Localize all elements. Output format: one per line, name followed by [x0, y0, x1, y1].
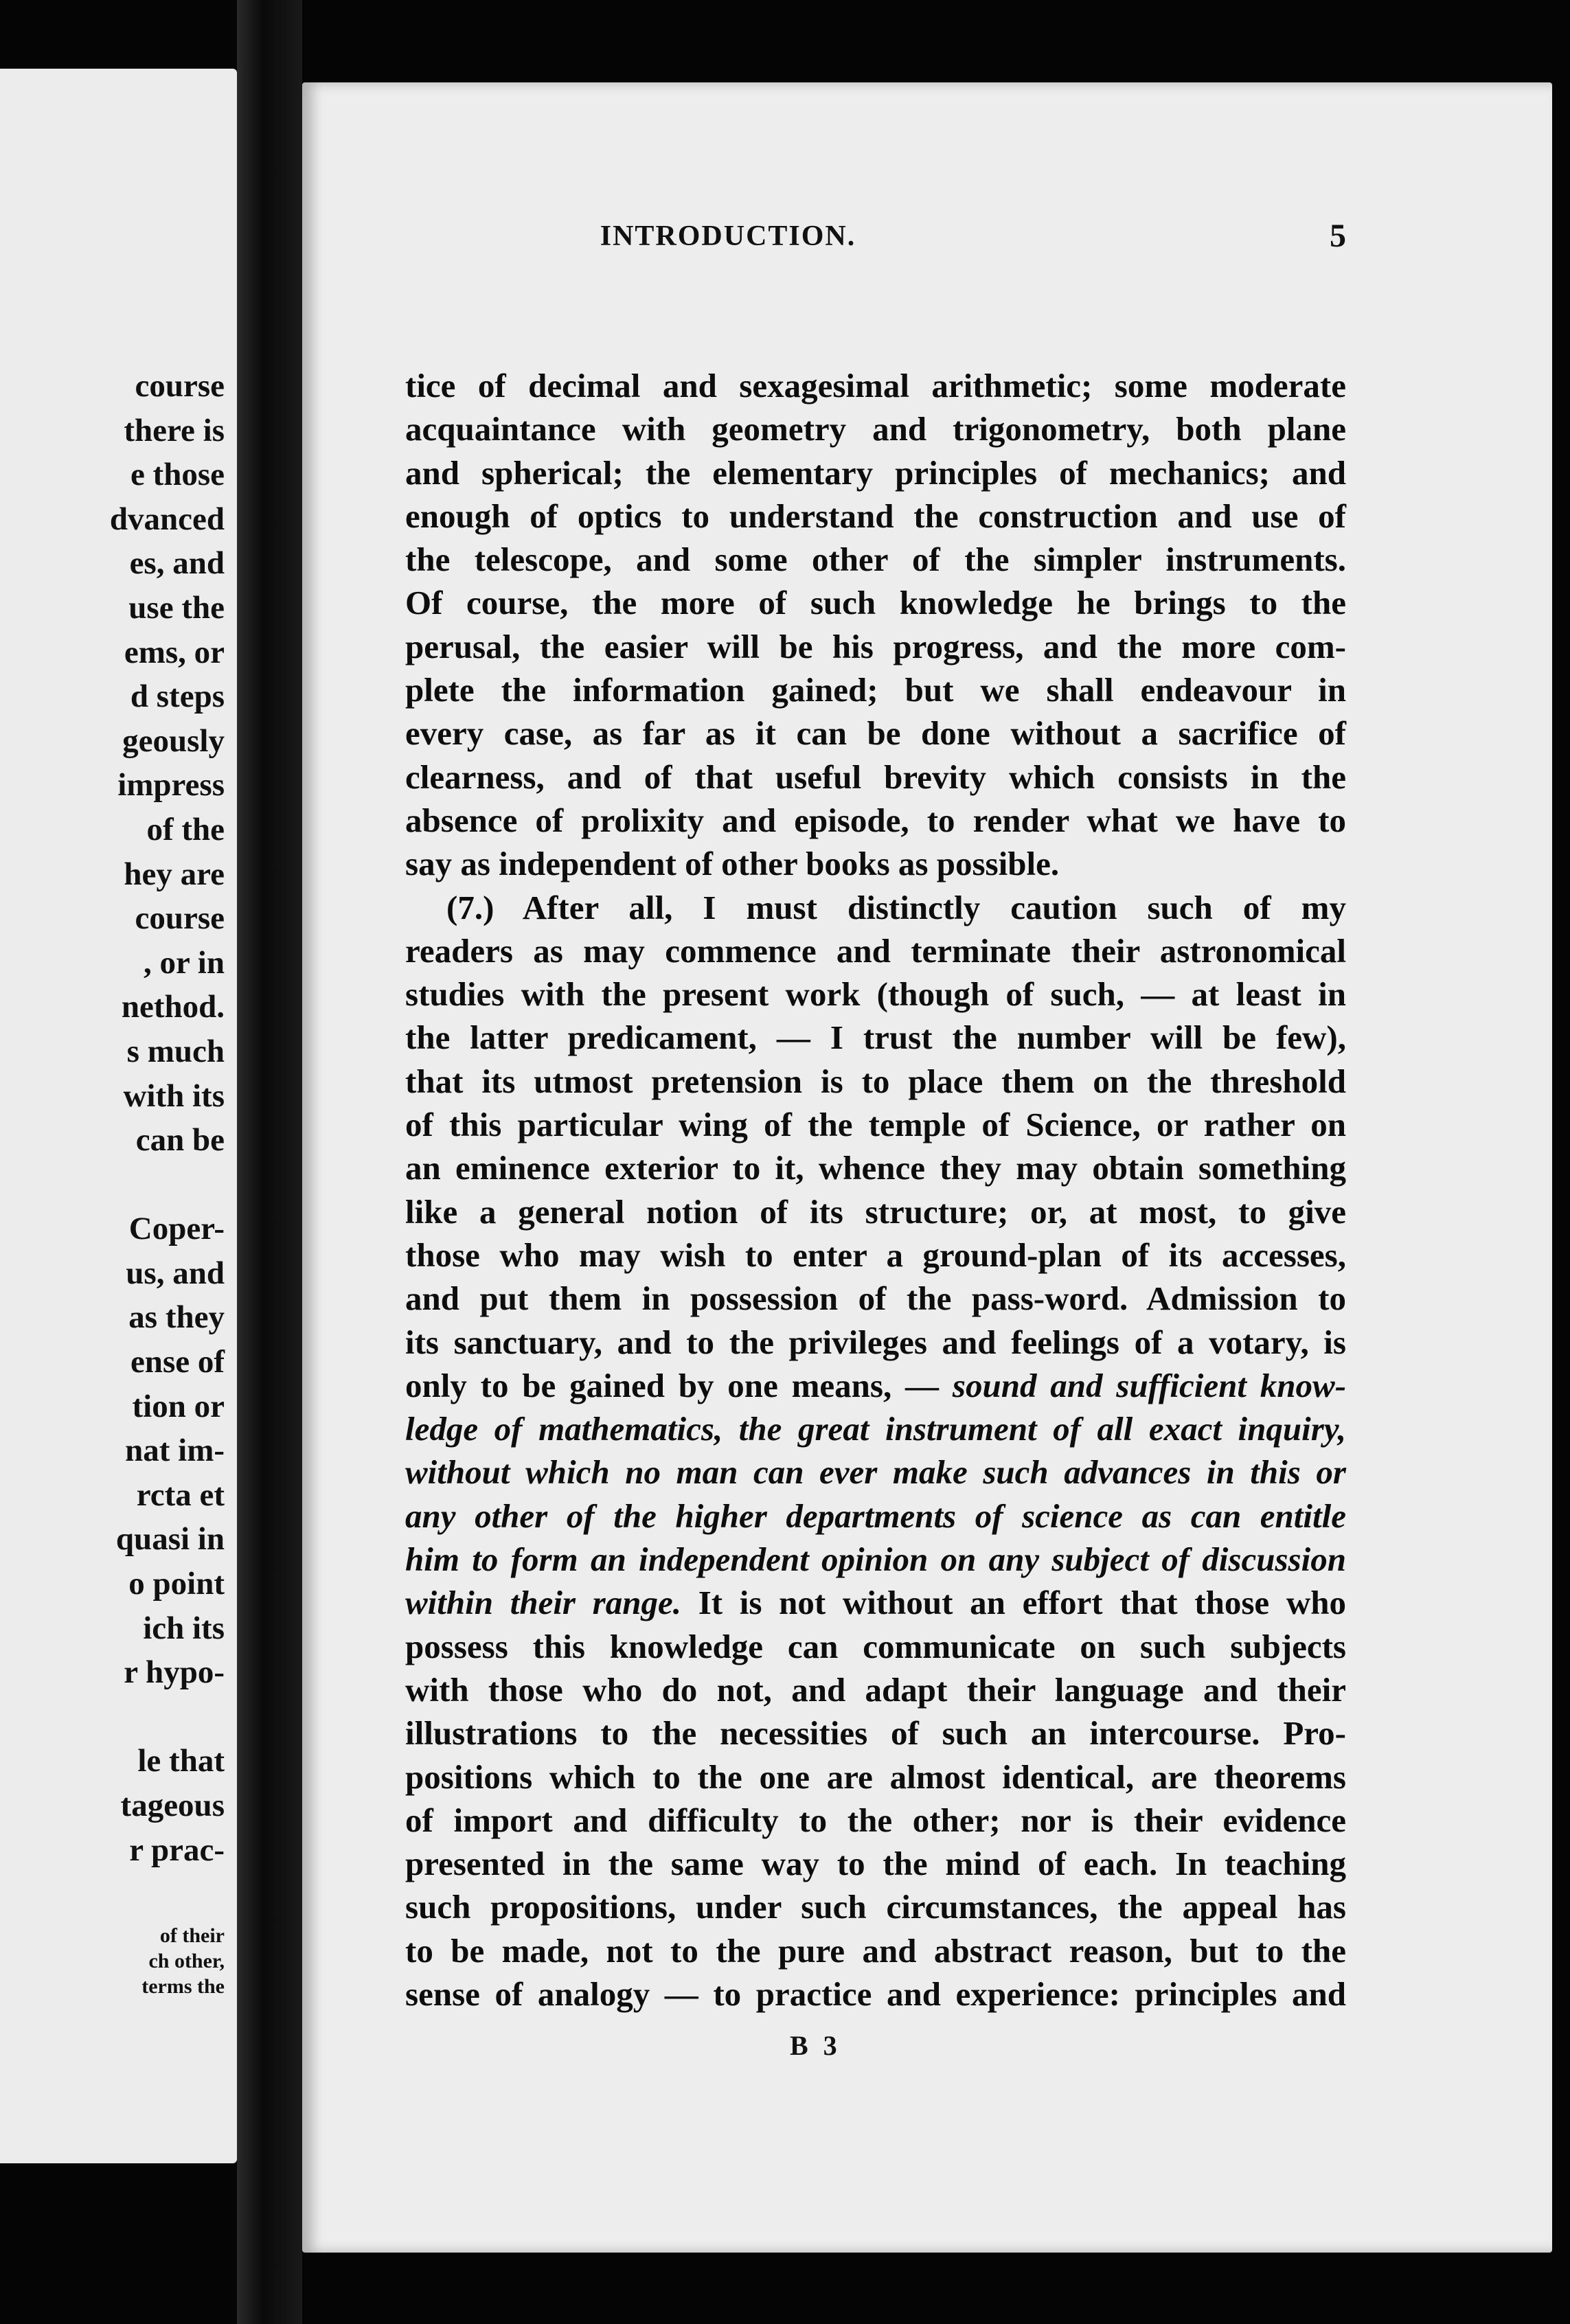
text-line: such propositions, under such circumstances, the appeal has [405, 1888, 1346, 1926]
left-line: quasi in [115, 1521, 225, 1558]
left-line: course [135, 368, 225, 404]
left-line: can be [135, 1122, 225, 1159]
left-line: , or in [144, 944, 225, 981]
italic-segment: within their range. [405, 1584, 681, 1622]
left-line: hey are [124, 856, 225, 892]
left-line: there is [124, 412, 225, 448]
text-line: with those who do not, and adapt their language and their [405, 1670, 1346, 1709]
left-line [0, 1163, 225, 1207]
left-line: dvanced [109, 501, 225, 537]
left-page-text [0, 364, 225, 1872]
left-footnote-line: of their [159, 1924, 225, 1947]
italic-segment: sound and sufficient know- [952, 1366, 1347, 1404]
left-page-footnotes [0, 1923, 225, 1999]
text-line: the latter predicament, — I trust the number will be few), [405, 1018, 1346, 1057]
text-line: of this particular wing of the temple of Science, or rather on [405, 1106, 1346, 1144]
left-line: nethod. [121, 989, 225, 1025]
left-line: r hypo- [124, 1654, 225, 1691]
text-line: studies with the present work (though of such, — at least in [405, 975, 1346, 1014]
text-line: like a general notion of its structure; or, at most, to give [405, 1192, 1346, 1231]
left-footnote-line: ch other, [148, 1950, 225, 1972]
left-line: ich its [143, 1610, 225, 1646]
left-line: us, and [126, 1255, 225, 1291]
left-line: tageous [120, 1788, 225, 1823]
text-line: positions which to the one are almost identical, are theorems [405, 1757, 1346, 1796]
text-line: presented in the same way to the mind of each. In teaching [405, 1845, 1346, 1883]
running-head [453, 220, 1346, 261]
left-line: s much [126, 1033, 225, 1069]
text-segment: It is not without an effort that those who [698, 1584, 1346, 1622]
left-line: nat im- [125, 1433, 225, 1469]
left-line: rcta et [136, 1477, 225, 1513]
text-line: Of course, the more of such knowledge he brings to the [405, 584, 1346, 622]
signature-mark: B 3 [790, 2030, 841, 2061]
left-line: Coper- [128, 1211, 225, 1247]
text-segment: only to be gained by one means, — [405, 1366, 940, 1404]
text-line: its sanctuary, and to the privileges and feelings of a votary, is [405, 1323, 1346, 1361]
left-line: es, and [129, 545, 225, 582]
text-line: acquaintance with geometry and trigonometry, both plane [405, 410, 1346, 448]
left-line: e those [130, 457, 225, 493]
left-line: le that [137, 1743, 225, 1779]
left-line [0, 1695, 225, 1740]
left-line: of the [146, 811, 225, 847]
italic-line: without which no man can ever make such advances in this or [405, 1453, 1346, 1492]
left-line: o point [128, 1566, 225, 1602]
text-line: the telescope, and some other of the simpler instruments. [405, 540, 1346, 579]
text-line: of import and difficulty to the other; nor is their evidence [405, 1801, 1346, 1839]
text-line: an eminence exterior to it, whence they may obtain something [405, 1149, 1346, 1187]
text-line: clearness, and of that useful brevity which consists in the [405, 757, 1346, 796]
text-line-mixed [405, 1581, 1346, 1624]
text-line: possess this knowledge can communicate on such subjects [405, 1627, 1346, 1665]
left-line: ems, or [124, 634, 225, 670]
left-facing-page [0, 69, 237, 2163]
text-line: that its utmost pretension is to place them on the threshold [405, 1062, 1346, 1100]
text-line: those who may wish to enter a ground-plan of its accesses, [405, 1235, 1346, 1274]
text-line: perusal, the easier will be his progress, and the more com- [405, 627, 1346, 665]
text-line: tice of decimal and sexagesimal arithmetic; some moderate [405, 367, 1346, 405]
text-line: and spherical; the elementary principles of mechanics; and [405, 453, 1346, 492]
left-line: r prac- [129, 1832, 225, 1868]
page-number: 5 [1330, 218, 1346, 254]
text-line-mixed [405, 1364, 1346, 1407]
binding-gutter [237, 0, 302, 2324]
text-line: readers as may commence and terminate their astronomical [405, 931, 1346, 970]
left-line: d steps [130, 679, 225, 715]
left-line: impress [117, 767, 225, 804]
italic-line: any other of the higher departments of science as can entitle [405, 1496, 1346, 1535]
text-line: absence of prolixity and episode, to render what we have to [405, 801, 1346, 839]
left-line: as they [128, 1299, 225, 1336]
text-line: enough of optics to understand the construction and use of [405, 497, 1346, 535]
body-text [405, 364, 1346, 2016]
running-head-title: INTRODUCTION. [600, 220, 856, 252]
left-line: course [135, 900, 225, 937]
left-line: geously [122, 722, 225, 759]
text-line: and put them in possession of the pass-word. Admission to [405, 1279, 1346, 1318]
text-line: every case, as far as it can be done without a sacrifice of [405, 714, 1346, 753]
italic-line: ledge of mathematics, the great instrument of all exact inquiry, [405, 1410, 1346, 1448]
italic-line: him to form an independent opinion on any subject of discussion [405, 1540, 1346, 1579]
text-line: plete the information gained; but we shall endeavour in [405, 671, 1346, 709]
left-line: use the [128, 589, 225, 626]
left-line: ense of [130, 1344, 225, 1380]
paragraph-7-first-line: (7.) After all, I must distinctly caution such of my [446, 888, 1346, 926]
left-line: tion or [132, 1388, 225, 1424]
left-line: with its [123, 1078, 225, 1114]
text-line: illustrations to the necessities of such an intercourse. Pro- [405, 1714, 1346, 1753]
left-footnote-line: terms the [141, 1975, 225, 1998]
text-line: say as independent of other books as possible. [405, 845, 1060, 883]
text-line: to be made, not to the pure and abstract reason, but to the [405, 1931, 1346, 1970]
text-line: sense of analogy — to practice and experience: principles and [405, 1974, 1346, 2013]
